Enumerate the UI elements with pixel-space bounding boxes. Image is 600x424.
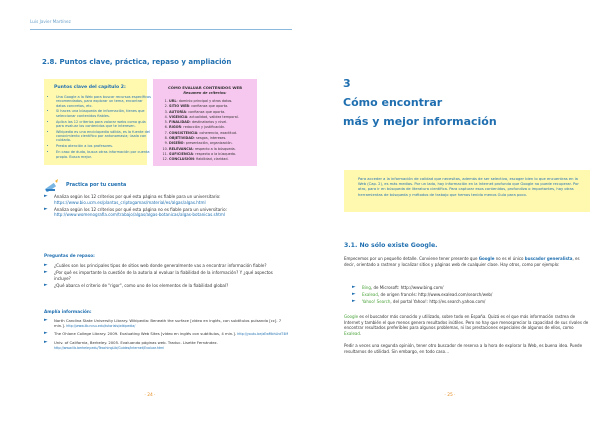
arrow-right-icon: ► [352, 298, 356, 304]
key-point-item: • Si haces una búsqueda de información, tienes que seleccionar contenidos fiables. [56, 109, 153, 118]
chapter-title-line-1: Cómo encontrar [343, 96, 443, 109]
key-point-item: • Presta atención a los profesores. [56, 144, 153, 148]
arrow-right-icon: ► [44, 282, 48, 288]
practice-link[interactable]: https://www.bio.ucm.es/plantas_criptogamas/material/es/algas/algas.html [54, 199, 206, 205]
search-engine-list [352, 285, 590, 306]
criteria-item: 1. URL: dominio principal y otros datos. [169, 99, 267, 104]
criteria-item: 5. FINALIDAD: destinatarios y nivel. [169, 120, 267, 125]
paragraph-3: Pedir a veces una segunda opinión, tener otro buscador de reserva a la hora de explorar la Web, es buena idea. Puede resultarnos de utilidad. Sin embargo, en todo caso… [344, 343, 583, 354]
review-list [44, 263, 290, 290]
criteria-item: 11. SUFICIENCIA: respecto a la búsqueda. [169, 152, 267, 157]
search-engine-item: ► Yahoo! Search, del portal Yahoo!: http://es.search.yahoo.com/ [352, 298, 486, 304]
review-item: ► ¿Por qué es importante la cuestión de la autoría al evaluar la fiabilidad de la información? Y ¿qué aspectos incluye? [44, 270, 273, 281]
arrow-right-icon: ► [44, 331, 48, 337]
arrow-right-icon: ► [352, 291, 356, 297]
further-item: ► North Carolina State University Library. Wikipedia: Beneath the surface [vídeo en inglés, con subtítulos pulsando [cc]. 7 min.]. http://www.lib.ncsu.edu/tutorials/wikipedia/ [44, 318, 282, 329]
further-item: ► The Ohlone College Library. 2009. Evaluating Web Sites [vídeo en inglés con subtítulos, 4 min.]. http://youtu.be/aEwMbhLhdT4M [44, 331, 289, 337]
criteria-item: 2. SITIO WEB: confianza que aporta. [169, 104, 267, 109]
practice-item: ► Analiza según los 12 criterios por qué esta página es fiable para un universitario: https://www.bio.ucm.es/plantas_criptogamas/material/es/algas/algas.html [44, 194, 221, 205]
criteria-item: 8. OBJETIVIDAD: sesgos, intereses. [169, 136, 267, 141]
criteria-box [153, 79, 257, 166]
key-point-item: • Wikipedia es una enciclopedia válida, es la fuente del conocimiento científico por antonomasia; úsala con cuidado. [56, 130, 153, 143]
further-link[interactable]: http://youtu.be/aEwMbhLhdT4M [237, 332, 289, 337]
criteria-item: 7. CONSISTENCIA: coherencia, exactitud. [169, 131, 267, 136]
page-number-right: · 25 · [444, 393, 456, 398]
arrow-right-icon: ► [44, 206, 48, 212]
practice-title: Practica por tu cuenta [66, 183, 127, 188]
pencil-icon [44, 178, 60, 192]
review-title: Preguntas de repaso: [44, 253, 95, 258]
section-title: 2.8. Puntos clave, práctica, repaso y ampliación [42, 58, 232, 66]
header-author: Luis Javier Martínez [30, 19, 71, 24]
arrow-right-icon: ► [44, 263, 48, 268]
arrow-right-icon: ► [352, 285, 356, 290]
further-link[interactable]: http://www.lib.berkeley.edu/TeachingLib/Guides/Internet/Evaluar.html [54, 345, 165, 350]
arrow-right-icon: ► [44, 318, 48, 323]
further-link[interactable]: http://www.lib.ncsu.edu/tutorials/wikipedia/ [66, 324, 136, 329]
key-points-list [48, 95, 153, 160]
review-item: ► ¿Qué abarca el criterio de "rigor", como uno de los elementos de la fiabilidad global? [44, 282, 229, 288]
page-number-left: · 24 · [144, 393, 156, 398]
criteria-item: 4. VIGENCIA: actualidad, validez temporal. [169, 115, 267, 120]
criteria-item: 10. RELEVANCIA: respecto a la búsqueda. [169, 147, 267, 152]
chapter-intro-text: Para acceder a la información de calidad que necesitas, además de ser selectivo, escoger bien lo que encuentras en la Web (Cap. 2), es más medios. Por un lado, hay información en la Internet profunda que Google no puede recuperar. Por otro, para ir en búsqueda de literatura científica. Para capturar esos contenidos, profundiza o importantes, hay otras herramientas de búsqueda y métodos de trabajo que hemos tenido menos Guía para poco. [358, 177, 579, 197]
google-highlight: Google [478, 256, 495, 261]
further-title: Amplía información: [44, 309, 92, 314]
criteria-title: CÓMO EVALUAR CONTENIDOS WEB [167, 85, 243, 90]
arrow-right-icon: ► [44, 194, 48, 199]
further-list [44, 318, 292, 353]
right-page [300, 0, 600, 424]
arrow-right-icon: ► [44, 270, 48, 276]
key-point-item: • Una Google a la Web para buscar recursos específicos recomendados, para explorar un tema, encontrar datos concretos, etc. [56, 95, 153, 108]
practice-list [44, 194, 290, 219]
paragraph-1: Empecemos por un pequeño detalle. Conviene tener presente que Google no es el único buscador generalista, es decir, orientado a rastrear y localizar sitios y páginas web de cualquier clase. Hay otros, como por ejemplo: [344, 256, 580, 267]
criteria-item: 12. CONCLUSIÓN: fiabilidad, claridad. [169, 157, 267, 162]
paragraph-2: Google es el buscador más conocido y utilizado, sobre todo en España. Quizá es el que más información rastrea de Internet y también el que menos genera resultados inútiles. Pero no hay que menospreciar la capacidad de sus rivales de encontrar resultados preferibles para algunos problemas, ni las prestaciones especiales de algunos de ellos, como Exalead. [344, 314, 589, 337]
google-highlight: Google [344, 314, 359, 319]
search-engine-item: ► Exalead, de origen francés: http://www.exalead.com/search/web/ [352, 291, 493, 297]
term-highlight: buscador generalista [524, 256, 573, 261]
criteria-item: 9. DISEÑO: presentación, organización. [169, 141, 267, 146]
criteria-list [157, 99, 267, 163]
criteria-subtitle: Resumen de criterios: [183, 91, 227, 95]
review-item: ► ¿Cuáles son los principales tipos de sitios web donde generalmente vas a encontrar información fiable? [44, 263, 267, 268]
further-item: ► Univ. of California, Berkeley. 2005. Evaluando páginas web. Traduc. Lisette Fernández. http://www.lib.berkeley.edu/TeachingLib/Guides/Internet/Evaluar.html [44, 339, 218, 350]
key-point-item: • Aplica los 12 criterios para valorar webs como guía para evaluar los contenidos que te interesen. [56, 120, 153, 129]
subsection-title: 3.1. No sólo existe Google. [344, 242, 438, 249]
arrow-right-icon: ► [44, 339, 48, 345]
key-point-item: • En caso de duda, busca otras información por cuenta propia. Busca mejor. [56, 150, 153, 159]
chapter-title-line-2: más y mejor información [343, 115, 497, 128]
key-points-title: Puntos clave del capítulo 2: [54, 85, 126, 90]
key-points-box [44, 79, 152, 165]
chapter-intro-box [344, 170, 590, 212]
practice-link[interactable]: http://www.womenografia.com/trabajo/algas/algas-botanicas/algas-botanicas.shtml [54, 212, 226, 218]
practice-item: ► Analiza según los 12 criterios por qué esta página no es fiable para un universitario: http://www.womenografia.com/trabajo/algas/algas-botanicas/algas-botanicas.shtml [44, 206, 227, 218]
chapter-number: 3 [343, 77, 351, 90]
search-engine-item: ► Bing, de Microsoft: http://www.bing.com/ [352, 285, 444, 290]
header-rule [30, 29, 292, 30]
criteria-item: 6. RIGOR: redacción y justificación. [169, 125, 267, 130]
criteria-item: 3. AUTORÍA: confianza que aporta. [169, 110, 267, 115]
